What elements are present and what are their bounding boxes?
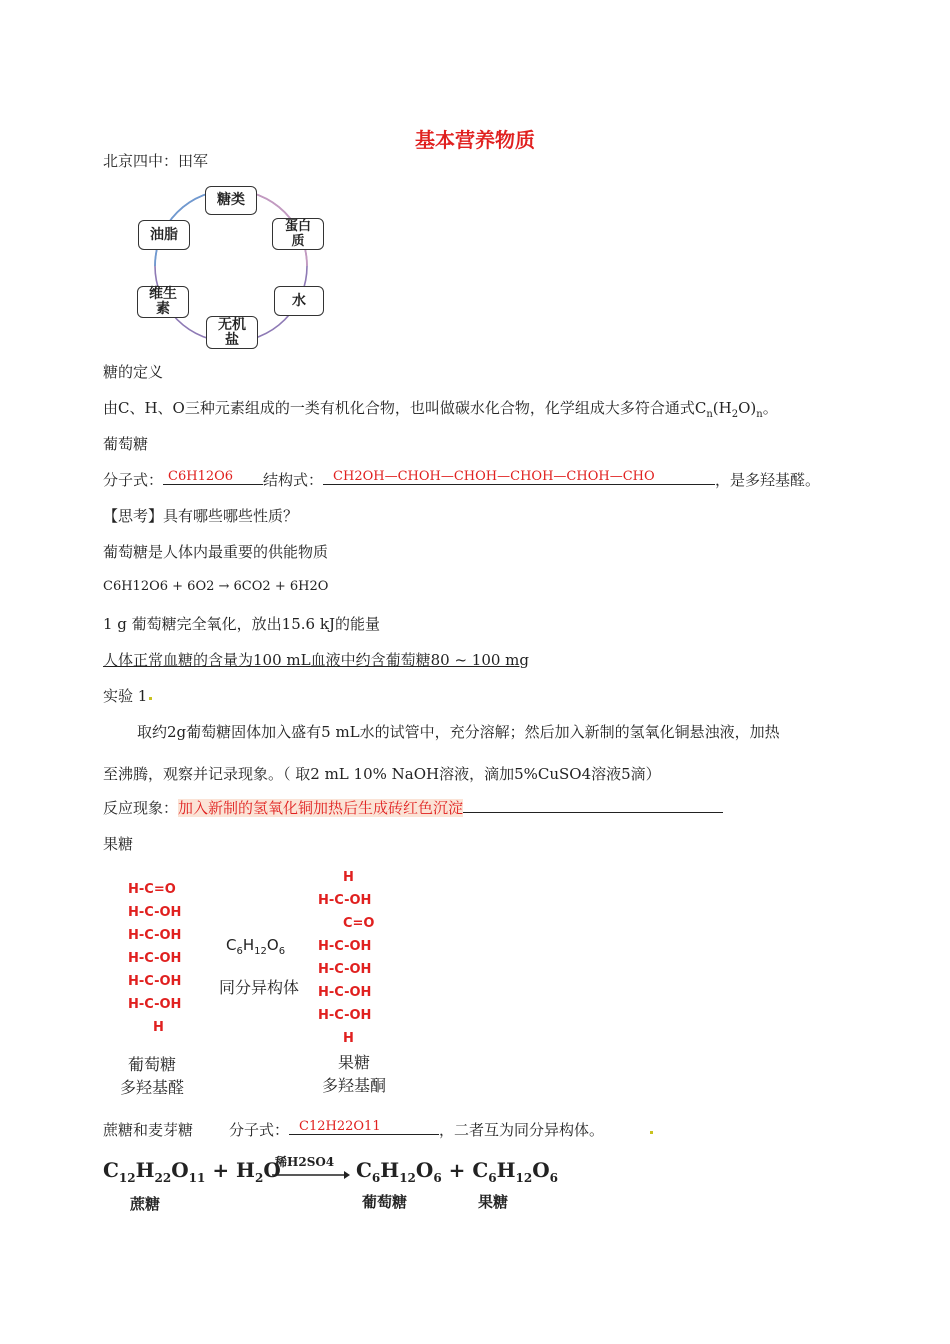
energy-source-text: 葡萄糖是人体内最重要的供能物质 [103, 543, 329, 561]
glucose-struct-row: H-C=O [128, 882, 176, 897]
node-protein-label: 蛋白质 [284, 219, 311, 249]
def-part-a: 由C、H、O三种元素组成的一类有机化合物，也叫做碳水化合物，化学组成大多符合通式C [103, 399, 707, 417]
node-carbohydrate: 糖类 [205, 186, 257, 215]
sucrose-mf-answer: C12H22O11 [299, 1119, 381, 1134]
def-part-c: O) [738, 399, 757, 417]
isomer-formula: $C_6H_{12}O_6$ [226, 936, 286, 957]
fructose-struct-row: H-C-OH [318, 1008, 372, 1023]
node-water: 水 [274, 286, 324, 316]
fructose-struct-row: H-C-OH [318, 939, 372, 954]
experiment-step-1: 取约2g葡萄糖固体加入盛有5 mL水的试管中，充分溶解；然后加入新制的氢氧化铜悬浊液，加热 [137, 723, 780, 741]
section-fructose: 果糖 [103, 835, 134, 853]
glucose-structure [128, 878, 181, 1039]
sucrose-label: 蔗糖和麦芽糖 [103, 1121, 194, 1139]
glucose-struct-row: H-C-OH [128, 974, 182, 989]
observation-label: 反应现象： [103, 799, 179, 817]
fructose-structure [318, 866, 374, 1050]
glucose-struct-row: H-C-OH [128, 951, 182, 966]
experiment-step-2: 至沸腾，观察并记录现象。（ 取2 mL 10% NaOH溶液，滴加5%CuSO4溶液5滴） [103, 765, 661, 783]
blood-sugar-text: 人体正常血糖的含量为100 mL血液中约含葡萄糖80 ~ 100 mg [103, 651, 530, 669]
node-vitamins-label: 维生素 [149, 286, 177, 317]
reaction-arrow-icon [270, 1170, 350, 1180]
marker-dot [650, 1131, 653, 1134]
observation-blank [463, 798, 723, 813]
fructose-type: 多羟基酮 [321, 1076, 386, 1095]
node-protein [272, 218, 324, 250]
sucrose-line [103, 1119, 604, 1140]
experiment-heading: 实验 1 [103, 687, 148, 705]
glucose-type: 多羟基醛 [119, 1078, 184, 1097]
sucrose-mf-blank [289, 1120, 439, 1135]
mf-label: 分子式： [103, 471, 164, 489]
glucose-caption [112, 1053, 192, 1099]
section-sugar-definition: 糖的定义 [103, 363, 164, 381]
fructose-name: 果糖 [337, 1053, 370, 1072]
fructose-struct-row: H-C-OH [318, 962, 372, 977]
glucose-tail: ，是多羟基醛。 [715, 471, 821, 489]
catalyst-label: 稀H2SO4 [275, 1155, 335, 1169]
fructose-struct-row: H-C-OH [318, 893, 372, 908]
marker-dot [149, 697, 152, 700]
fructose-struct-row: H [343, 1031, 354, 1046]
sucrose-name: 蔗糖 [130, 1195, 161, 1213]
think-question: 【思考】具有哪些哪些性质？ [103, 507, 299, 525]
sf-label: 结构式： [263, 471, 324, 489]
glucose-struct-row: H-C-OH [128, 905, 182, 920]
page-title: 基本营养物质 [415, 128, 535, 152]
sf-blank [323, 470, 715, 485]
mf-blank [163, 470, 263, 485]
glucose-formula-line [103, 469, 820, 490]
hydrolysis-left: $C_{12}H_{22}O_{11} + H_2O$ [103, 1158, 281, 1185]
observation-answer: 加入新制的氢氧化铜加热后生成砖红色沉淀 [178, 799, 464, 817]
glucose-struct-row: H-C-OH [128, 997, 182, 1012]
node-minerals [206, 316, 258, 349]
fructose-struct-row: H [343, 870, 354, 885]
def-sub-n2: n [756, 409, 763, 420]
def-sub-2: 2 [731, 409, 739, 420]
sucrose-tail: ，二者互为同分异构体。 [439, 1121, 605, 1139]
glucose-name: 葡萄糖 [127, 1055, 176, 1074]
def-part-b: (H [712, 399, 732, 417]
node-fats: 油脂 [138, 220, 190, 250]
glucose-struct-row: H [153, 1020, 164, 1035]
energy-release-text: 1 g 葡萄糖完全氧化，放出15.6 kJ的能量 [103, 615, 380, 633]
isomer-label: 同分异构体 [219, 978, 300, 997]
sf-answer: CH2OH—CHOH—CHOH—CHOH—CHOH—CHO [333, 469, 655, 484]
glucose-struct-row: H-C-OH [128, 928, 182, 943]
fructose-product-name: 果糖 [478, 1193, 509, 1211]
author-line: 北京四中：田军 [103, 152, 209, 170]
fructose-struct-row: H-C-OH [318, 985, 372, 1000]
def-sub-n: n [706, 409, 713, 420]
node-minerals-label: 无机盐 [218, 316, 246, 348]
sucrose-mf-label: 分子式： [229, 1121, 290, 1139]
sugar-definition-text [103, 397, 778, 420]
section-glucose: 葡萄糖 [103, 435, 149, 453]
node-vitamins [137, 286, 189, 318]
mf-answer: C6H12O6 [168, 469, 234, 484]
fructose-caption [314, 1051, 394, 1097]
observation-line [103, 797, 723, 818]
hydrolysis-right: $C_6H_{12}O_6 + C_6H_{12}O_6$ [356, 1158, 559, 1185]
fructose-struct-row: C=O [343, 916, 375, 931]
oxidation-equation: C6H12O6 + 6O2 → 6CO2 + 6H2O [103, 579, 329, 594]
def-end: 。 [762, 399, 778, 417]
glucose-product-name: 葡萄糖 [362, 1193, 408, 1211]
